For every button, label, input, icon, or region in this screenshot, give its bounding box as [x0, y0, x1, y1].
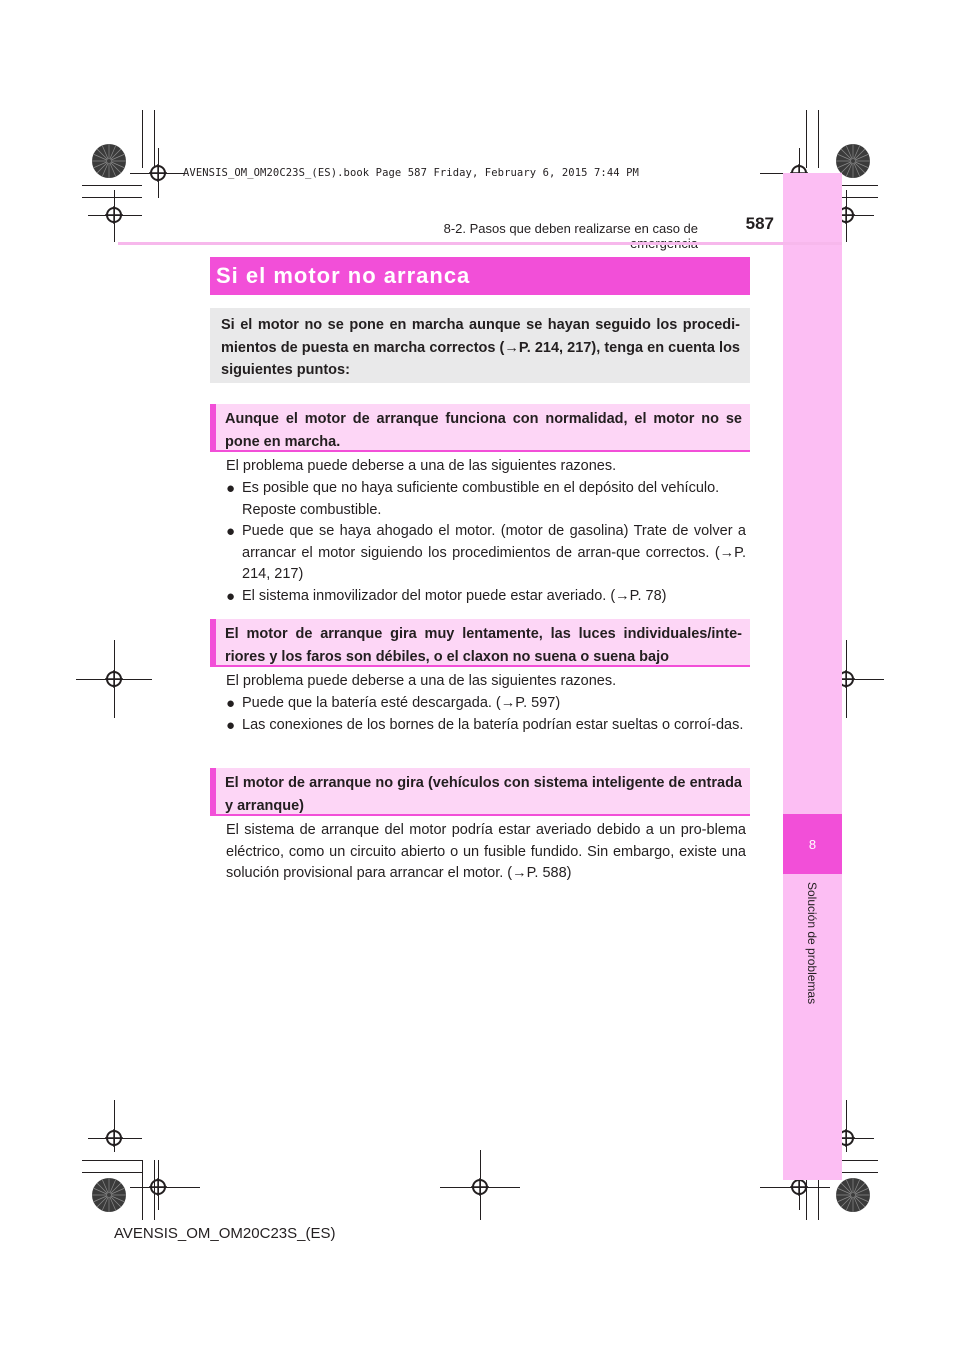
file-stamp: AVENSIS_OM_OM20C23S_(ES).book Page 587 Friday, February 6, 2015 7:44 PM	[183, 167, 639, 179]
bullet-text: El sistema inmovilizador del motor puede estar averiado. (→P. 78)	[242, 588, 667, 604]
registration-crosshair-icon	[466, 1173, 494, 1201]
running-header: 8-2. Pasos que deben realizarse en caso de	[443, 221, 698, 236]
subheading-2: El motor de arranque gira muy lentamente, las luces individuales/inte-riores y los faros son débiles, o el claxon no suena o suena bajo	[210, 619, 750, 667]
section-1-bullet-3	[226, 586, 746, 608]
bullet-text: Puede que se haya ahogado el motor. (motor de gasolina) Trate de volver a arrancar el motor siguiendo los procedimientos de arran-que correctos. (→P. 214, 217)	[242, 523, 746, 582]
section-1-lead: El problema puede deberse a una de las siguientes razones.	[226, 458, 617, 474]
section-title	[210, 257, 750, 295]
bullet-icon: ●	[226, 695, 236, 712]
intro-box: Si el motor no se pone en marcha aunque se hayan seguido los procedi-mientos de puesta en marcha correctos (→P. 214, 217), tenga en cuenta los siguientes puntos:	[210, 308, 750, 383]
color-dial-mark-icon	[835, 1177, 871, 1213]
bullet-icon: ●	[226, 588, 236, 605]
bullet-text: Es posible que no haya suficiente combustible en el depósito del vehículo. Reposte combustible.	[242, 480, 720, 518]
crop-mark	[82, 1172, 142, 1173]
crop-mark	[142, 1160, 143, 1220]
registration-crosshair-icon	[100, 1124, 128, 1152]
section-1-bullet-2	[226, 521, 746, 586]
section-1-bullet-1	[226, 478, 746, 521]
crop-mark	[142, 110, 143, 168]
color-dial-mark-icon	[91, 1177, 127, 1213]
crop-mark	[82, 197, 142, 198]
section-2-bullet-2	[226, 715, 746, 737]
chapter-tab-number: 8	[783, 814, 842, 874]
bullet-text: Las conexiones de los bornes de la batería podrían estar sueltas o corroí-das.	[242, 717, 744, 733]
section-2-lead: El problema puede deberse a una de las siguientes razones.	[226, 673, 617, 689]
bullet-text: Puede que la batería esté descargada. (→P. 597)	[242, 695, 561, 711]
chapter-tab-label: Solución de problemas	[805, 882, 819, 1005]
crop-mark	[82, 1160, 142, 1161]
registration-crosshair-icon	[144, 159, 172, 187]
subheading-3: El motor de arranque no gira (vehículos con sistema inteligente de entrada y arranque)	[210, 768, 750, 816]
crop-mark	[818, 110, 819, 168]
bullet-icon: ●	[226, 717, 236, 734]
section-3-lead: El sistema de arranque del motor podría estar averiado debido a un pro-blema eléctrico, como un circuito abierto o un fusible fundido. Sin embargo, existe una solución provisional para arrancar el motor. (→P. 588)	[226, 822, 746, 881]
header-rule	[118, 242, 842, 245]
registration-crosshair-icon	[100, 665, 128, 693]
bullet-icon: ●	[226, 480, 236, 497]
page-number: 587	[745, 214, 774, 233]
bullet-icon: ●	[226, 523, 236, 540]
chapter-side-strip	[783, 173, 842, 1180]
section-2-bullet-1	[226, 693, 746, 715]
crop-mark	[82, 185, 142, 186]
footer-document-code: AVENSIS_OM_OM20C23S_(ES)	[114, 1225, 336, 1242]
subheading-1: Aunque el motor de arranque funciona con normalidad, el motor no se pone en marcha.	[210, 404, 750, 452]
section-title-text: Si el motor no arranca	[216, 263, 471, 288]
registration-crosshair-icon	[144, 1173, 172, 1201]
registration-crosshair-icon	[100, 201, 128, 229]
color-dial-mark-icon	[91, 143, 127, 179]
